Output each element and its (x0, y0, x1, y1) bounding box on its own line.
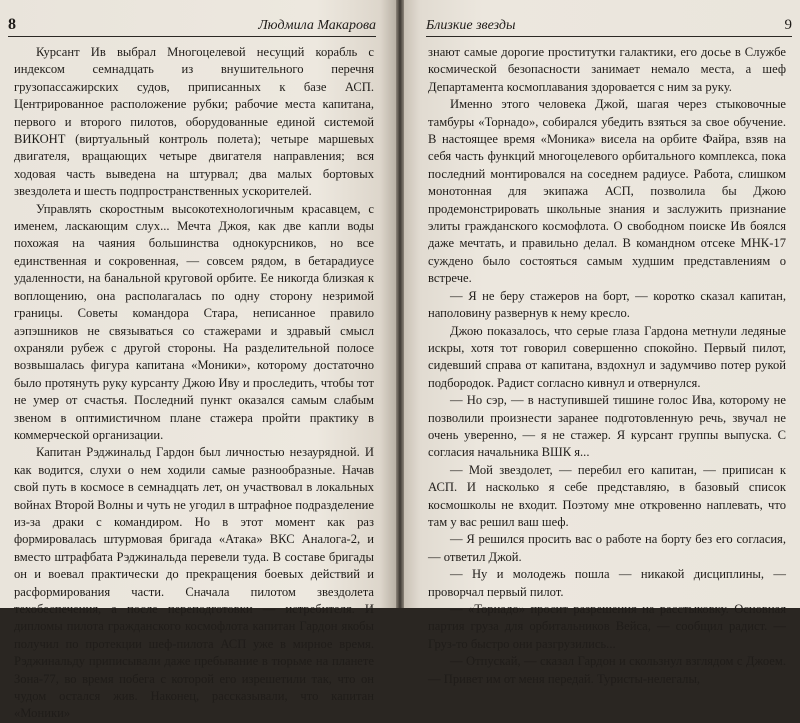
paragraph: Джою показалось, что серые глаза Гардона метнули ледяные искры, хотя тот говорил совершенно спокойно. Первый пилот, сидевший справа от капитана, вздохнул и задумчиво потер рукой подбородок. Радист согласно кивнул и отвернулся. (428, 323, 786, 390)
paragraph: — Я не беру стажеров на борт, — коротко сказал капитан, наполовину развернув к нему кресло. (428, 288, 786, 321)
paragraph: — «Торнадо» просит разрешения на расстыковку. Основная партия груза для орбитальников Вейса, — сообщил радист. — Груз-то быстро они разгрузились... (428, 602, 786, 651)
paragraph: Курсант Ив выбрал Многоцелевой несущий корабль с индексом семнадцать из внушительного перечня грузопассажирских судов, приписанных к базе АСП. Центрированное расположение рубки; рабочие места капитана, первого и второго пилотов, оборудованные единой системой ВИКОНТ (виртуальный контроль полета); четыре маршевых двигателя, вращающих четыре двигателя направления; вся ходовая часть выведена на штурвал; два малых бортовых звездолета и шесть подпространственных ускорителей. (14, 45, 374, 199)
paragraph: Именно этого человека Джой, шагая через стыковочные тамбуры «Торнадо», собирался убедить взяться за свое обучение. В настоящее время «Моника» висела на орбите Файра, взяв на себя часть функций многоцелевого орбитального комплекса, пока последний монтировался на соседнем радиусе. Работа, слишком монотонная для экипажа АСП, позволила бы Джою продемонстрировать школьные знания и заслужить признание элиты гражданского космофлота. О свободном поиске Ив боялся даже мечтать, и правильно делал. В командном отсеке МНК-17 суждено было состояться самым худшим представлениям о встрече. (428, 97, 786, 286)
paragraph: — Отпускай, — сказал Гардон и скользнул взглядом с Джоем. — Привет им от меня передай. Туристы-нелегалы, (428, 654, 786, 686)
right-page-number: 9 (784, 17, 792, 33)
left-page-body (14, 44, 374, 721)
left-page-header (8, 14, 376, 37)
left-page-number: 8 (8, 16, 16, 33)
paragraph: — Ну и молодежь пошла — никакой дисциплины, — проворчал первый пилот. (428, 567, 786, 599)
paragraph: Управлять скоростным высокотехнологичным красавцем, с именем, ласкающим слух... Мечта Джоя, как две капли воды похожая на чаяния большинства однокурсников, но все единственная и сокровенная, — совсем рядом, в бетарадиусе удаленности, на банальной круговой орбите. Ее никогда близкая к воплощению, она располагалась по одну сторону незримой границы. Советы командора Стара, непиcанное правило аэпэшников не связываться со стажерами и здравый смысл охраняли рубеж с другой стороны. На разделительной полосе возвышалась фигура капитана «Моники», которому достаточно было протянуть руку курсанту Джою Иву и проследить, чтобы тот не умер от счастья. Последний пункт оказался самым слабым звеном в оптимистичном плане стажера пройти практику в коммерческой организации. (14, 201, 374, 442)
paragraph: — Но сэр, — в наступившей тишине голос Ива, которому не позволили произнести заранее подготовленную речь, звучал не очень уверенно, — я не стажер. Я курсант группы выпуска. С согласия начальника ВШК я... (428, 393, 786, 460)
right-page-body (428, 44, 786, 686)
left-page (0, 0, 396, 721)
paragraph: — Мой звездолет, — перебил его капитан, — приписан к АСП. И насколько я себе представляю, в базовый список космошколы не входит. Поэтому мне откровенно наплевать, что там у вас решил ваш шеф. (428, 462, 786, 529)
book-gutter (396, 0, 404, 608)
paragraph: — Я решился просить вас о работе на борту без его согласия, — ответил Джой. (428, 532, 786, 564)
paragraph: знают самые дорогие проститутки галактики, его досье в Службе космической безопасности занимает немало места, а шеф Департамента космоплавания здоровается с ним за руку. (428, 45, 786, 94)
right-page (404, 0, 800, 686)
right-running-head: Близкие звезды (426, 18, 516, 33)
right-page-header (426, 14, 792, 37)
paragraph: Капитан Рэджинальд Гардон был личностью незаурядной. И как водится, слухи о нем ходили самые разнообразные. Начав свой путь в космосе в семнадцать лет, он участвовал в локальных войнах Второй Волны и чуть не угодил в штрафное подразделение из-за драки с командиром. Но в этот момент как раз формировалась штурмовая бригада «Атака» ВКС Аналога-2, и вместо штрафбата Рэджинальда перевели туда. В составе бригады он и воевал практически до прекращения боевых действий и расформирования части. Сначала пилотом звездолета техобеспечения, а после переподготовки — истребителя. И дипломы пилота гражданского космофлота капитан Гардон якобы получил по протекции шеф-пилота АСП уже в мирное время. Рэджинальду приписывали даже пребывание в тюрьме на планете Зона-77, во время побега с которой его изрешетили так, что он чудом остался жив. Наконец, рассказывали, что капитан «Моники» (14, 445, 374, 721)
left-running-head: Людмила Макарова (258, 18, 376, 33)
